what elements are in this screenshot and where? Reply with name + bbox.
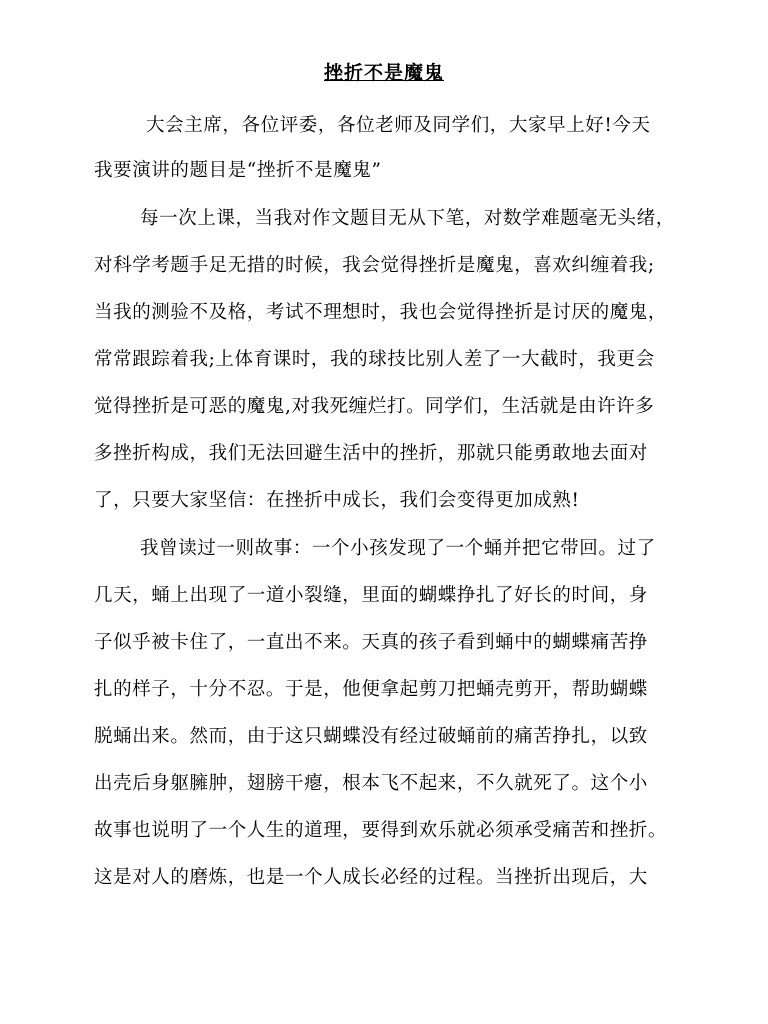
text-line-14: 脱蛹出来。然而，由于这只蝴蝶没有经过破蛹前的痛苦挣扎，以致 [94, 726, 648, 747]
text-line-10: 我曾读过一则故事：一个小孩发现了一个蛹并把它带回。过了 [140, 538, 656, 559]
text-line-8: 多挫折构成，我们无法回避生活中的挫折，那就只能勇敢地去面对 [94, 443, 648, 464]
text-line-4: 对科学考题手足无措的时候，我会觉得挫折是魔鬼，喜欢纠缠着我; [94, 255, 655, 276]
text-line-12: 子似乎被卡住了，一直出不来。天真的孩子看到蛹中的蝴蝶痛苦挣 [94, 632, 648, 653]
text-line-15: 出壳后身躯臃肿，翅膀干瘪，根本飞不起来，不久就死了。这个小 [94, 773, 648, 794]
text-line-17: 这是对人的磨炼，也是一个人成长必经的过程。当挫折出现后，大 [94, 867, 648, 888]
text-line-7: 觉得挫折是可恶的魔鬼,对我死缠烂打。同学们，生活就是由许许多 [94, 396, 655, 417]
text-line-5: 当我的测验不及格，考试不理想时，我也会觉得挫折是讨厌的魔鬼， [94, 302, 668, 323]
text-line-2: 我要演讲的题目是“挫折不是魔鬼” [94, 160, 382, 181]
text-line-1: 大会主席，各位评委，各位老师及同学们，大家早上好!今天 [146, 115, 651, 136]
text-line-9: 了，只要大家坚信：在挫折中成长，我们会变得更加成熟! [94, 490, 580, 511]
text-line-13: 扎的样子，十分不忍。于是，他便拿起剪刀把蛹壳剪开，帮助蝴蝶 [94, 679, 648, 700]
text-line-3: 每一次上课，当我对作文题目无从下笔，对数学难题毫无头绪， [140, 208, 675, 229]
text-line-16: 故事也说明了一个人生的道理，要得到欢乐就必须承受痛苦和挫折。 [94, 820, 668, 841]
text-line-11: 几天，蛹上出现了一道小裂缝，里面的蝴蝶挣扎了好长的时间，身 [94, 585, 648, 606]
document-title: 挫折不是魔鬼 [323, 62, 444, 84]
text-line-6: 常常跟踪着我;上体育课时，我的球技比别人差了一大截时，我更会 [94, 349, 655, 370]
